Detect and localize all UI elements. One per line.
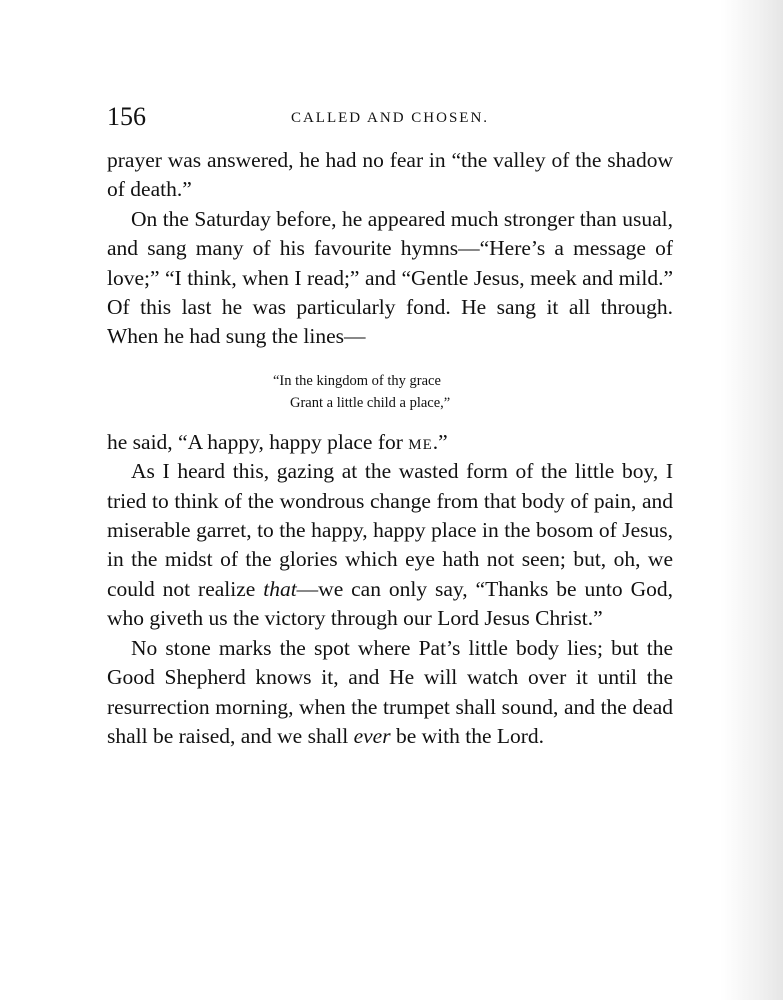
page-header [107, 102, 673, 132]
running-head: CALLED AND CHOSEN. [290, 110, 490, 126]
hymn-quote [107, 370, 673, 414]
paragraph-4 [107, 457, 673, 633]
paragraph-1: prayer was answered, he had no fear in “the valley of the shadow of death.” [107, 148, 673, 202]
paragraph-3-emphasis: me [408, 429, 433, 454]
paragraph-3-text: he said, “A happy, happy place for [107, 429, 409, 454]
paragraph-4-end: —we can only say, “Thanks be unto God, who giveth us the victory through our Lord Jesus Christ.” [107, 576, 673, 631]
paragraph-2: On the Saturday before, he appeared much stronger than usual, and sang many of his favourite hymns—“Here’s a message of love;” “I think, when I read;” and “Gentle Jesus, meek and mild.” Of this last he was particularly fond. He sang it all through. When he had sung the lines— [107, 206, 673, 349]
paragraph-3-end: .” [432, 429, 448, 454]
paragraph-5-italic: ever [353, 723, 391, 748]
hymn-line-1: “In the kingdom of thy grace [273, 372, 441, 389]
page-number: 156 [107, 102, 146, 131]
paragraph-5-text: No stone marks the spot where Pat’s little body lies; but the Good Shepherd knows it, and He will watch over it until the resurrection morning, when the trumpet shall sound, and the dead shall be raised, and we shall [107, 635, 673, 748]
hymn-line-2: Grant a little child a place,” [290, 394, 451, 411]
paragraph-4-text: As I heard this, gazing at the wasted form of the little boy, I tried to think of the wondrous change from that body of pain, and miserable garret, to the happy, happy place in the bosom of Jesus, in the midst of the glories which eye hath not seen; but, oh, we could not realize [107, 459, 673, 601]
paragraph-5-end: be with the Lord. [390, 723, 545, 748]
paragraph-5 [107, 634, 673, 752]
body-text [107, 146, 673, 751]
paragraph-3 [107, 428, 673, 457]
paragraph-4-italic: that [263, 576, 297, 601]
